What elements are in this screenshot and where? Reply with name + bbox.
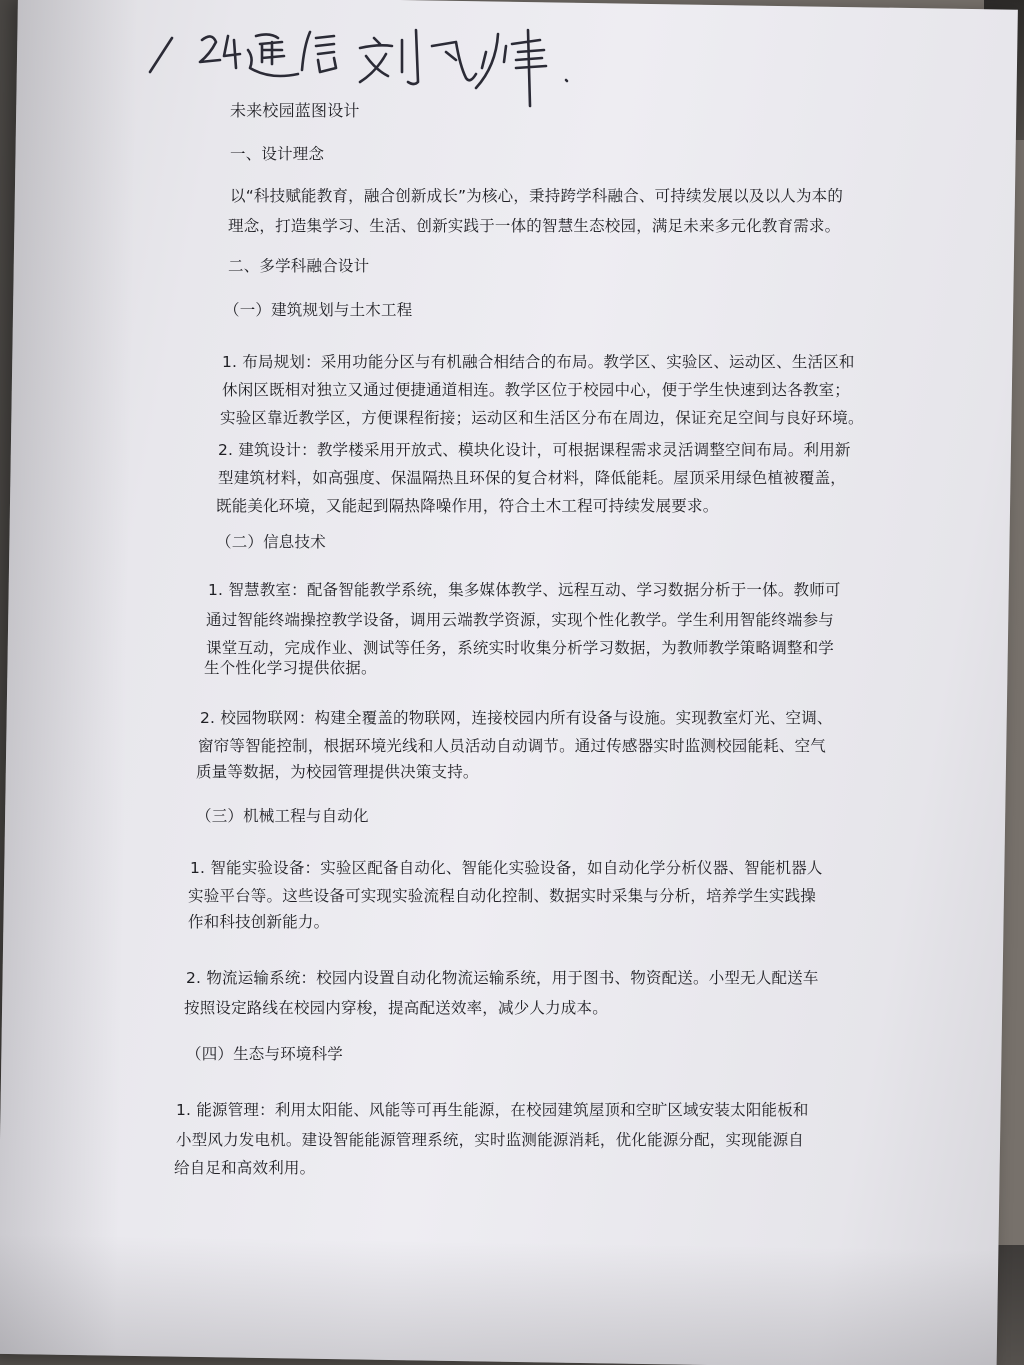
paragraph-line: 实验平台等。这些设备可实现实验流程自动化控制、数据实时采集与分析，培养学生实践操 [188, 887, 817, 905]
paragraph-line: 休闲区既相对独立又通过便捷通道相连。教学区位于校园中心，便于学生快速到达各教室； [222, 381, 851, 399]
paragraph-line: 2. 建筑设计：教学楼采用开放式、模块化设计，可根据课程需求灵活调整空间布局。利用新 [218, 441, 851, 459]
paragraph-line: 通过智能终端操控教学设备，调用云端教学资源，实现个性化教学。学生利用智能终端参与 [206, 611, 835, 629]
paragraph-line: 以“科技赋能教育，融合创新成长”为核心，秉持跨学科融合、可持续发展以及以人为本的 [230, 187, 844, 205]
subsection-heading: （四）生态与环境科学 [186, 1045, 344, 1063]
paragraph-line: 实验区靠近教学区，方便课程衔接；运动区和生活区分布在周边，保证充足空间与良好环境。 [220, 409, 864, 427]
paragraph-line: 2. 物流运输系统：校园内设置自动化物流运输系统，用于图书、物资配送。小型无人配送车 [186, 969, 819, 987]
paragraph-line: 窗帘等智能控制，根据环境光线和人员活动自动调节。通过传感器实时监测校园能耗、空气 [198, 737, 827, 755]
subsection-heading: （一）建筑规划与土木工程 [224, 301, 413, 319]
paragraph-line: 既能美化环境，又能起到隔热降噪作用，符合土木工程可持续发展要求。 [216, 497, 719, 515]
subsection-heading: （二）信息技术 [216, 533, 326, 551]
section-heading: 二、多学科融合设计 [228, 257, 370, 275]
paragraph-line: 理念，打造集学习、生活、创新实践于一体的智慧生态校园，满足未来多元化教育需求。 [228, 217, 841, 235]
document-title: 未来校园蓝图设计 [230, 101, 360, 120]
paragraph-line: 给自足和高效利用。 [174, 1159, 316, 1177]
paragraph-line: 课堂互动，完成作业、测试等任务，系统实时收集分析学习数据，为教师教学策略调整和学 [206, 639, 835, 657]
paragraph-line: 2. 校园物联网：构建全覆盖的物联网，连接校园内所有设备与设施。实现教室灯光、空调、 [200, 709, 833, 727]
paragraph-line: 小型风力发电机。建设智能能源管理系统，实时监测能源消耗，优化能源分配，实现能源自 [176, 1131, 805, 1149]
paragraph-line: 质量等数据，为校园管理提供决策支持。 [196, 763, 479, 781]
paragraph-line: 型建筑材料，如高强度、保温隔热且环保的复合材料，降低能耗。屋顶采用绿色植被覆盖， [218, 469, 847, 487]
paragraph-line: 1. 智能实验设备：实验区配备自动化、智能化实验设备，如自动化学分析仪器、智能机器人 [190, 859, 823, 877]
subsection-heading: （三）机械工程与自动化 [196, 807, 369, 825]
paragraph-line: 1. 能源管理：利用太阳能、风能等可再生能源，在校园建筑屋顶和空旷区域安装太阳能板和 [176, 1101, 809, 1119]
paragraph-line: 作和科技创新能力。 [188, 913, 330, 931]
paragraph-line: 按照设定路线在校园内穿梭，提高配送效率，减少人力成本。 [184, 999, 608, 1017]
paragraph-line: 1. 智慧教室：配备智能教学系统，集多媒体教学、远程互动、学习数据分析于一体。教师可 [208, 581, 841, 599]
paragraph-line: 1. 布局规划：采用功能分区与有机融合相结合的布局。教学区、实验区、运动区、生活区和 [222, 353, 855, 371]
section-heading: 一、设计理念 [230, 145, 325, 163]
paragraph-line: 生个性化学习提供依据。 [204, 659, 377, 677]
